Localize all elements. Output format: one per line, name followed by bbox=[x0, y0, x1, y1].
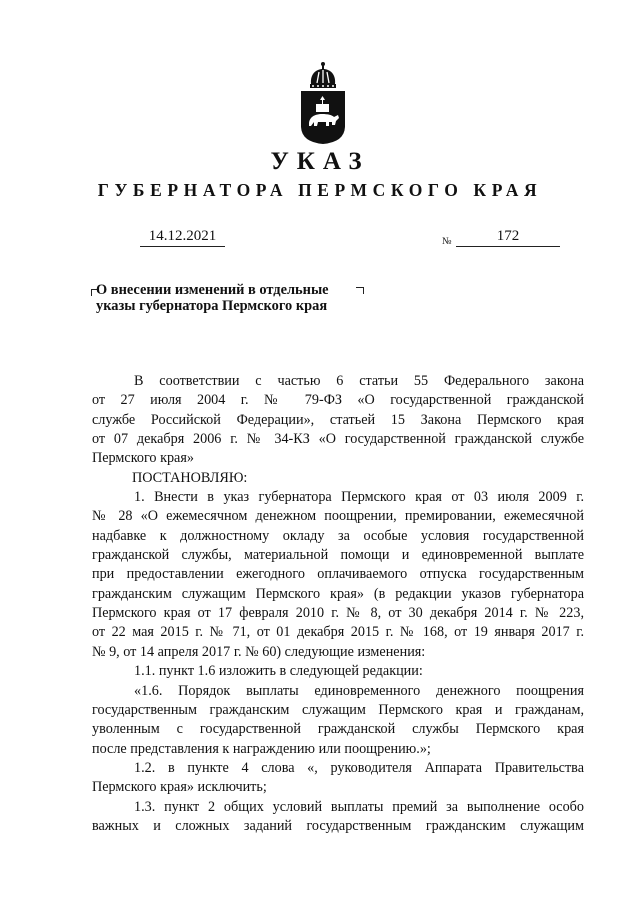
text-line: № 9, от 14 апреля 2017 г. № 60) следующие изменения: bbox=[92, 643, 426, 660]
document-date: 14.12.2021 bbox=[140, 226, 225, 247]
text-line: государственным гражданским служащим Пермского края и гражданам, bbox=[92, 701, 584, 718]
document-body bbox=[92, 372, 584, 836]
text-line: 1.1. пункт 1.6 изложить в следующей редакции: bbox=[134, 663, 423, 680]
subject-line: О внесении изменений в отдельные bbox=[96, 282, 329, 298]
text-line: службе Российской Федерации», статьей 15 Закона Пермского края bbox=[92, 411, 584, 428]
text-line: гражданской службы, материальной помощи и единовременной выплате bbox=[92, 547, 584, 564]
text-line: важных и сложных заданий государственным гражданским служащим bbox=[92, 817, 584, 834]
document-subtitle: ГУБЕРНАТОРА ПЕРМСКОГО КРАЯ bbox=[97, 180, 543, 200]
document-title: УКАЗ bbox=[270, 148, 370, 175]
text-line: при предоставлении ежегодного оплачиваемого отпуска государственным bbox=[92, 566, 584, 583]
text-line: от 27 июля 2004 г. № 79-ФЗ «О государственной гражданской bbox=[92, 392, 584, 409]
text-line: после представления к награждению или поощрению.»; bbox=[92, 740, 431, 757]
text-line: № 28 «О ежемесячном денежном поощрении, премировании, ежемесячной bbox=[92, 508, 584, 525]
text-line: 1.2. в пункте 4 слова «, руководителя Аппарата Правительства bbox=[134, 759, 584, 776]
text-line: Пермского края от 17 февраля 2010 г. № 8, от 30 декабря 2014 г. № 223, bbox=[92, 605, 584, 622]
document-subject bbox=[96, 282, 329, 314]
text-line: надбавке к должностному окладу за особые условия государственной bbox=[92, 527, 584, 544]
decree-word: ПОСТАНОВЛЯЮ: bbox=[132, 469, 248, 486]
text-line: «1.6. Порядок выплаты единовременного денежного поощрения bbox=[134, 682, 584, 699]
text-line: В соответствии с частью 6 статьи 55 Федерального закона bbox=[134, 373, 584, 389]
text-line: Пермского края» исключить; bbox=[92, 779, 267, 796]
subject-line: указы губернатора Пермского края bbox=[96, 298, 328, 314]
number-label: № bbox=[442, 236, 452, 247]
document-number: 172 bbox=[456, 226, 560, 247]
text-line: уволенным с государственной гражданской службы Пермского края bbox=[92, 721, 584, 738]
subject-corner-right bbox=[356, 287, 364, 294]
text-line: от 07 декабря 2006 г. № 34-КЗ «О государственной гражданской службе bbox=[92, 431, 584, 448]
text-line: Пермского края» bbox=[92, 450, 194, 467]
text-line: гражданским служащим Пермского края» (в редакции указов губернатора bbox=[92, 585, 584, 602]
text-line: от 22 мая 2015 г. № 71, от 01 декабря 2015 г. № 168, от 19 января 2017 г. bbox=[92, 624, 584, 641]
text-line: 1.3. пункт 2 общих условий выплаты премий за выполнение особо bbox=[134, 798, 584, 815]
coat-of-arms-emblem bbox=[298, 60, 348, 146]
text-line: 1. Внести в указ губернатора Пермского края от 03 июля 2009 г. bbox=[134, 489, 584, 506]
crown-icon bbox=[310, 62, 336, 88]
